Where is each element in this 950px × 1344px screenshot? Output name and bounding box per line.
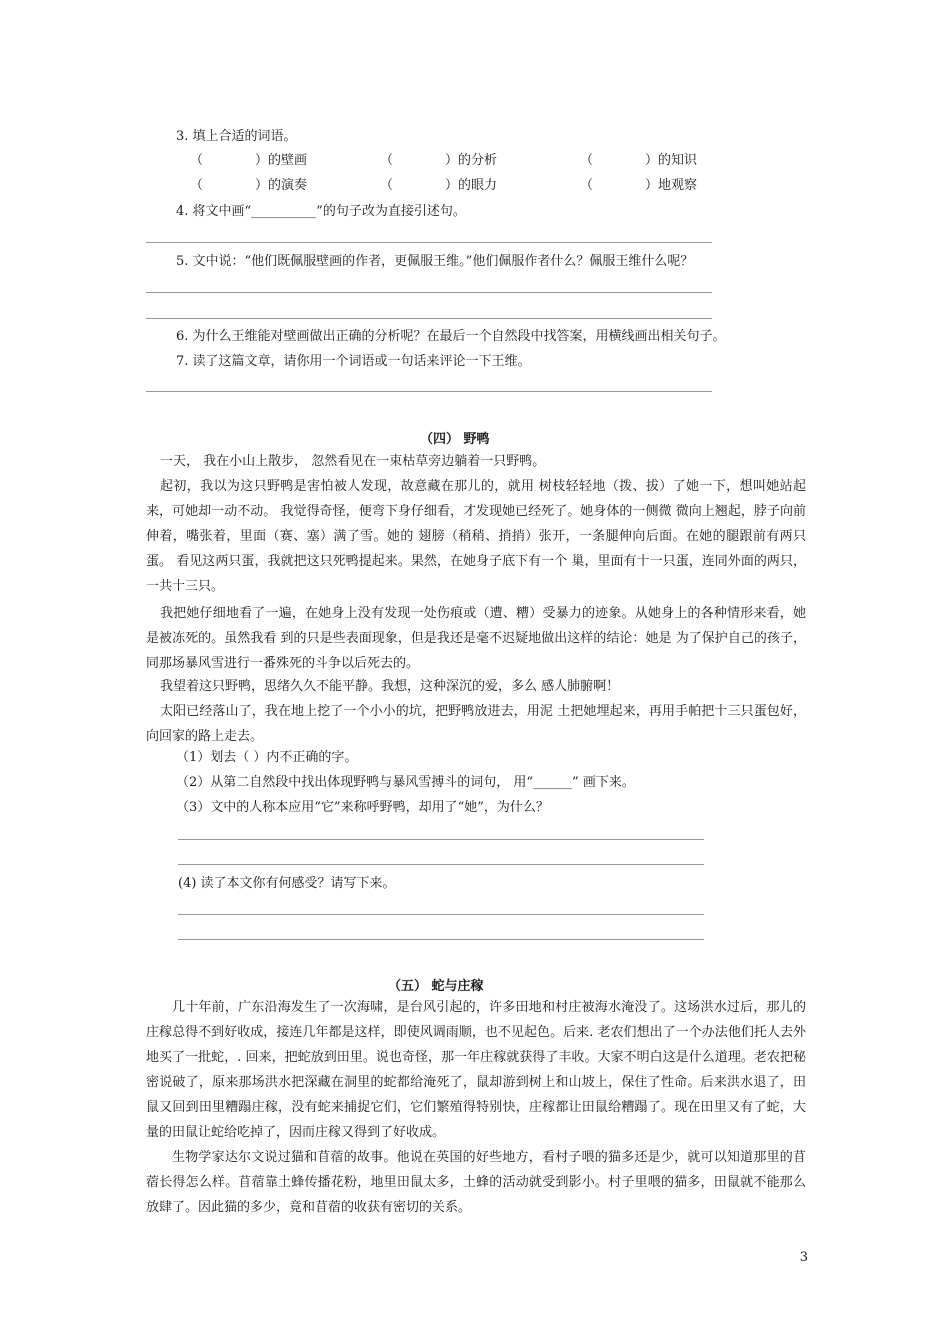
q3-blank-2: （ ）的分析 [380,153,498,168]
s4-paragraph-5: 太阳已经落山了，我在地上挖了一个小小的坑，把野鸭放进去，用泥 土把她埋起来，再用手帕把十三只蛋包好，向回家的路上走去。 [146,704,806,744]
q3-blank-6: （ ）地观察 [580,178,698,193]
s4-question-1: （1）划去（ ）内不正确的字。 [176,750,358,765]
answer-line [146,391,712,392]
answer-line [146,242,712,243]
q3-blank-5: （ ）的眼力 [380,178,498,193]
answer-line [178,939,704,940]
q4-text: 4. 将文中画“__________”的句子改为直接引述句。 [176,204,466,219]
answer-line [178,864,704,865]
s4-question-4: (4) 读了本文你有何感受？请写下来。 [178,876,396,891]
answer-line [178,914,704,915]
answer-line [146,318,712,319]
q3-blank-4: （ ）的演奏 [190,178,308,193]
s5-paragraph-2: 生物学家达尔文说过猫和苜蓿的故事。他说在英国的好些地方，看村子喂的猫多还是少，就可以知道那里的苜蓿长得怎么样。苜蓿靠土蜂传播花粉，地里田鼠太多，土蜂的活动就受到影小。村子里喂的猫多，田鼠就不能那么放肆了。因此猫的多少，竟和苜蓿的收获有密切的关系。 [146,1150,806,1215]
answer-line [146,292,712,293]
s4-paragraph-2: 起初，我以为这只野鸭是害怕被人发现，故意藏在那儿的，就用 树枝轻轻地（拨、拔）了她一下，想叫她站起来，可她却一动不动。 我觉得奇怪，便弯下身仔细看，才发现她已经死了。她身体的一侧微 微向上翘起，脖子向前伸着，嘴张着，里面（赛、塞）满了雪。她的 翅膀（稍稍、捎捎）张开，一条腿伸向后面。在她的腿跟前有两只蛋。 看见这两只蛋，我就把这只死鸭提起来。果然，在她身子底下有一个 巢，里面有十一只蛋，连同外面的两只，一共十三只。 [146,479,806,594]
section-5-title: （五） 蛇与庄稼 [388,979,484,994]
q7-text: 7. 读了这篇文章，请你用一个词语或一句话来评论一下王维。 [176,354,531,369]
s5-paragraph-1: 几十年前，广东沿海发生了一次海啸，是台风引起的，许多田地和村庄被海水淹没了。这场洪水过后，那儿的庄稼总得不到好收成，接连几年都是这样，即使风调雨顺，也不见起色。后来. 老农们想出了一个办法他们托人去外地买了一批蛇，. 回来，把蛇放到田里。说也奇怪，那一年庄稼就获得了丰收。大家不明白这是什么道理。老农把秘密说破了，原来那场洪水把深藏在洞里的蛇都给淹死了，鼠却游到树上和山坡上，保住了性命。后来洪水退了，田鼠又回到田里糟蹋庄稼，没有蛇来捕捉它们，它们繁殖得特别快，庄稼都让田鼠给糟蹋了。现在田里又有了蛇，大量的田鼠让蛇给吃掉了，因而庄稼又得到了好收成。 [146,1000,806,1140]
s4-paragraph-3: 我把她仔细地看了一遍，在她身上没有发现一处伤痕或（遭、糟）受暴力的迹象。从她身上的各种情形来看，她是被冻死的。虽然我看 到的只是些表面现象，但是我还是毫不迟疑地做出这样的结论：她是 为了保护自己的孩子，同那场暴风雪进行一番殊死的斗争以后死去的。 [146,606,806,671]
s4-question-2: （2）从第二自然段中找出体现野鸭与暴风雪搏斗的词句， 用“______” 画下来。 [176,775,635,790]
s4-question-3: （3）文中的人称本应用“它”来称呼野鸭，却用了“她”，为什么？ [176,800,549,815]
s4-paragraph-1: 一天， 我在小山上散步， 忽然看见在一束枯草旁边躺着一只野鸭。 [160,454,546,469]
q5-text: 5. 文中说：“他们既佩服壁画的作者，更佩服王维。”他们佩服作者什么？佩服王维什么呢？ [176,254,694,269]
answer-line [178,839,704,840]
section-4-title: （四） 野鸭 [420,432,490,447]
q3-title: 3. 填上合适的词语。 [176,129,297,144]
s4-paragraph-4: 我望着这只野鸭，思绪久久不能平静。我想，这种深沉的爱，多么 感人肺腑啊！ [160,679,620,694]
q6-text: 6. 为什么王维能对壁画做出正确的分析呢？在最后一个自然段中找答案，用横线画出相关句子。 [176,329,726,344]
q3-blank-3: （ ）的知识 [580,153,698,168]
page-number: 3 [799,1250,808,1265]
q3-blank-1: （ ）的壁画 [190,153,308,168]
